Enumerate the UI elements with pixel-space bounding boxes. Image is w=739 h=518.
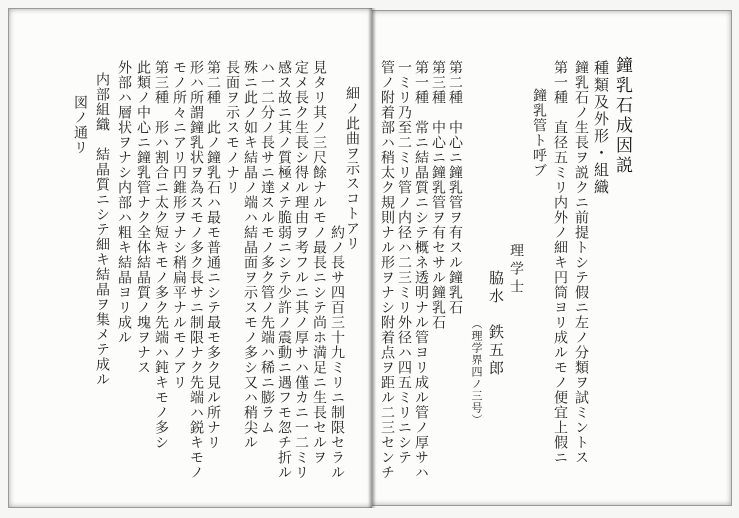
text-column: ハ一二分ノ長サニ達スルモノ多ク管ノ先端ハ稀ニ膨ラム [259, 60, 275, 435]
text-column: 細ノ此曲ヲ示スコトアリ [344, 86, 360, 251]
text-column: 第二種 中心ニ鐘乳管ヲ有スル鐘乳石 [447, 60, 463, 315]
text-column: 見タリ其ノ三尺餘ナルモノ最長ニシテ尚ホ満足ニ生長セルヲ [311, 60, 327, 465]
text-column: 第三種 形ハ割合ニ太ク短キモノ多ク先端ハ鈍キモノ多シ [153, 60, 169, 450]
text-column: モノ所々ニアリ円錐形ヲナシ稍扁平ナルモノアリ [171, 60, 187, 390]
text-column: 感ス故ニ其ノ質極メテ脆弱ニシテ少許ノ震動ニ遇フモ忽チ折ル [276, 60, 292, 480]
author-source: （理学界四ノ三号） [470, 318, 483, 426]
text-column: 内部組織 結晶質ニシテ細キ結晶ヲ集メテ成ル [94, 72, 110, 387]
text-column: 外部ハ層状ヲナシ内部ハ粗キ結晶ヨリ成ル [116, 60, 132, 345]
text-column: 第一種 常ニ結晶質ニシテ概ネ透明ナル管ヨリ成ル管ノ厚サハ [413, 60, 429, 480]
text-column: 約ノ長サ四百三十九ミリニ制限セラル [329, 225, 345, 480]
text-column: 図ノ通リ [72, 95, 88, 155]
text-column: 定メ長ク生長シ得ル理由ヲ考フルニ其ノ厚サハ僅カニ一二ミリ [293, 60, 309, 480]
author-name: 脇水 鉄五郎 [487, 270, 505, 378]
section-heading: 種類及外形・組織 [592, 60, 610, 196]
text-column: 殊ニ此ノ如キ結晶ノ端ハ結晶面ヲ示スモノ多シ又ハ稍尖ル [242, 60, 258, 450]
book-gutter [368, 8, 376, 508]
text-column: 長面ヲ示スモノナリ [224, 60, 240, 195]
author-degree: 理学士 [508, 243, 524, 297]
text-column: 第二種 此ノ鐘乳石ハ最モ普通ニシテ最モ多ク見ル所ナリ [205, 60, 221, 450]
text-column: 第三種 中心ニ鐘乳管ヲ有セサル鐘乳石 [430, 60, 446, 330]
text-column: 管ノ附着部ハ稍太ク規則ナル形ヲナシ附着点ヲ距ル二三センチ [379, 60, 395, 480]
page-title: 鐘乳石成因説 [612, 56, 632, 176]
text-column: 鐘乳管ト呼ブ [531, 88, 547, 178]
text-column: 鐘乳石ノ生長ヲ説クニ前提トシテ假ニ左ノ分類ヲ試ミントス [573, 60, 589, 465]
text-column: 此類ノ中心ニ鐘乳管ナク全体結晶質ノ塊ヲナス [135, 60, 151, 375]
text-column: 一ミリ乃至二ミリ管ノ内径ハ二三ミリ外径ハ四五ミリニシテ [396, 60, 412, 465]
text-column: 第一種 直径五ミリ内外ノ細キ円筒ヨリ成ルモノ便宜上假ニ [552, 60, 568, 465]
text-column: 形ハ所謂鐘乳状ヲ為スモノ多ク長サニ制限ナク先端ハ鋭キモノ [188, 60, 204, 480]
